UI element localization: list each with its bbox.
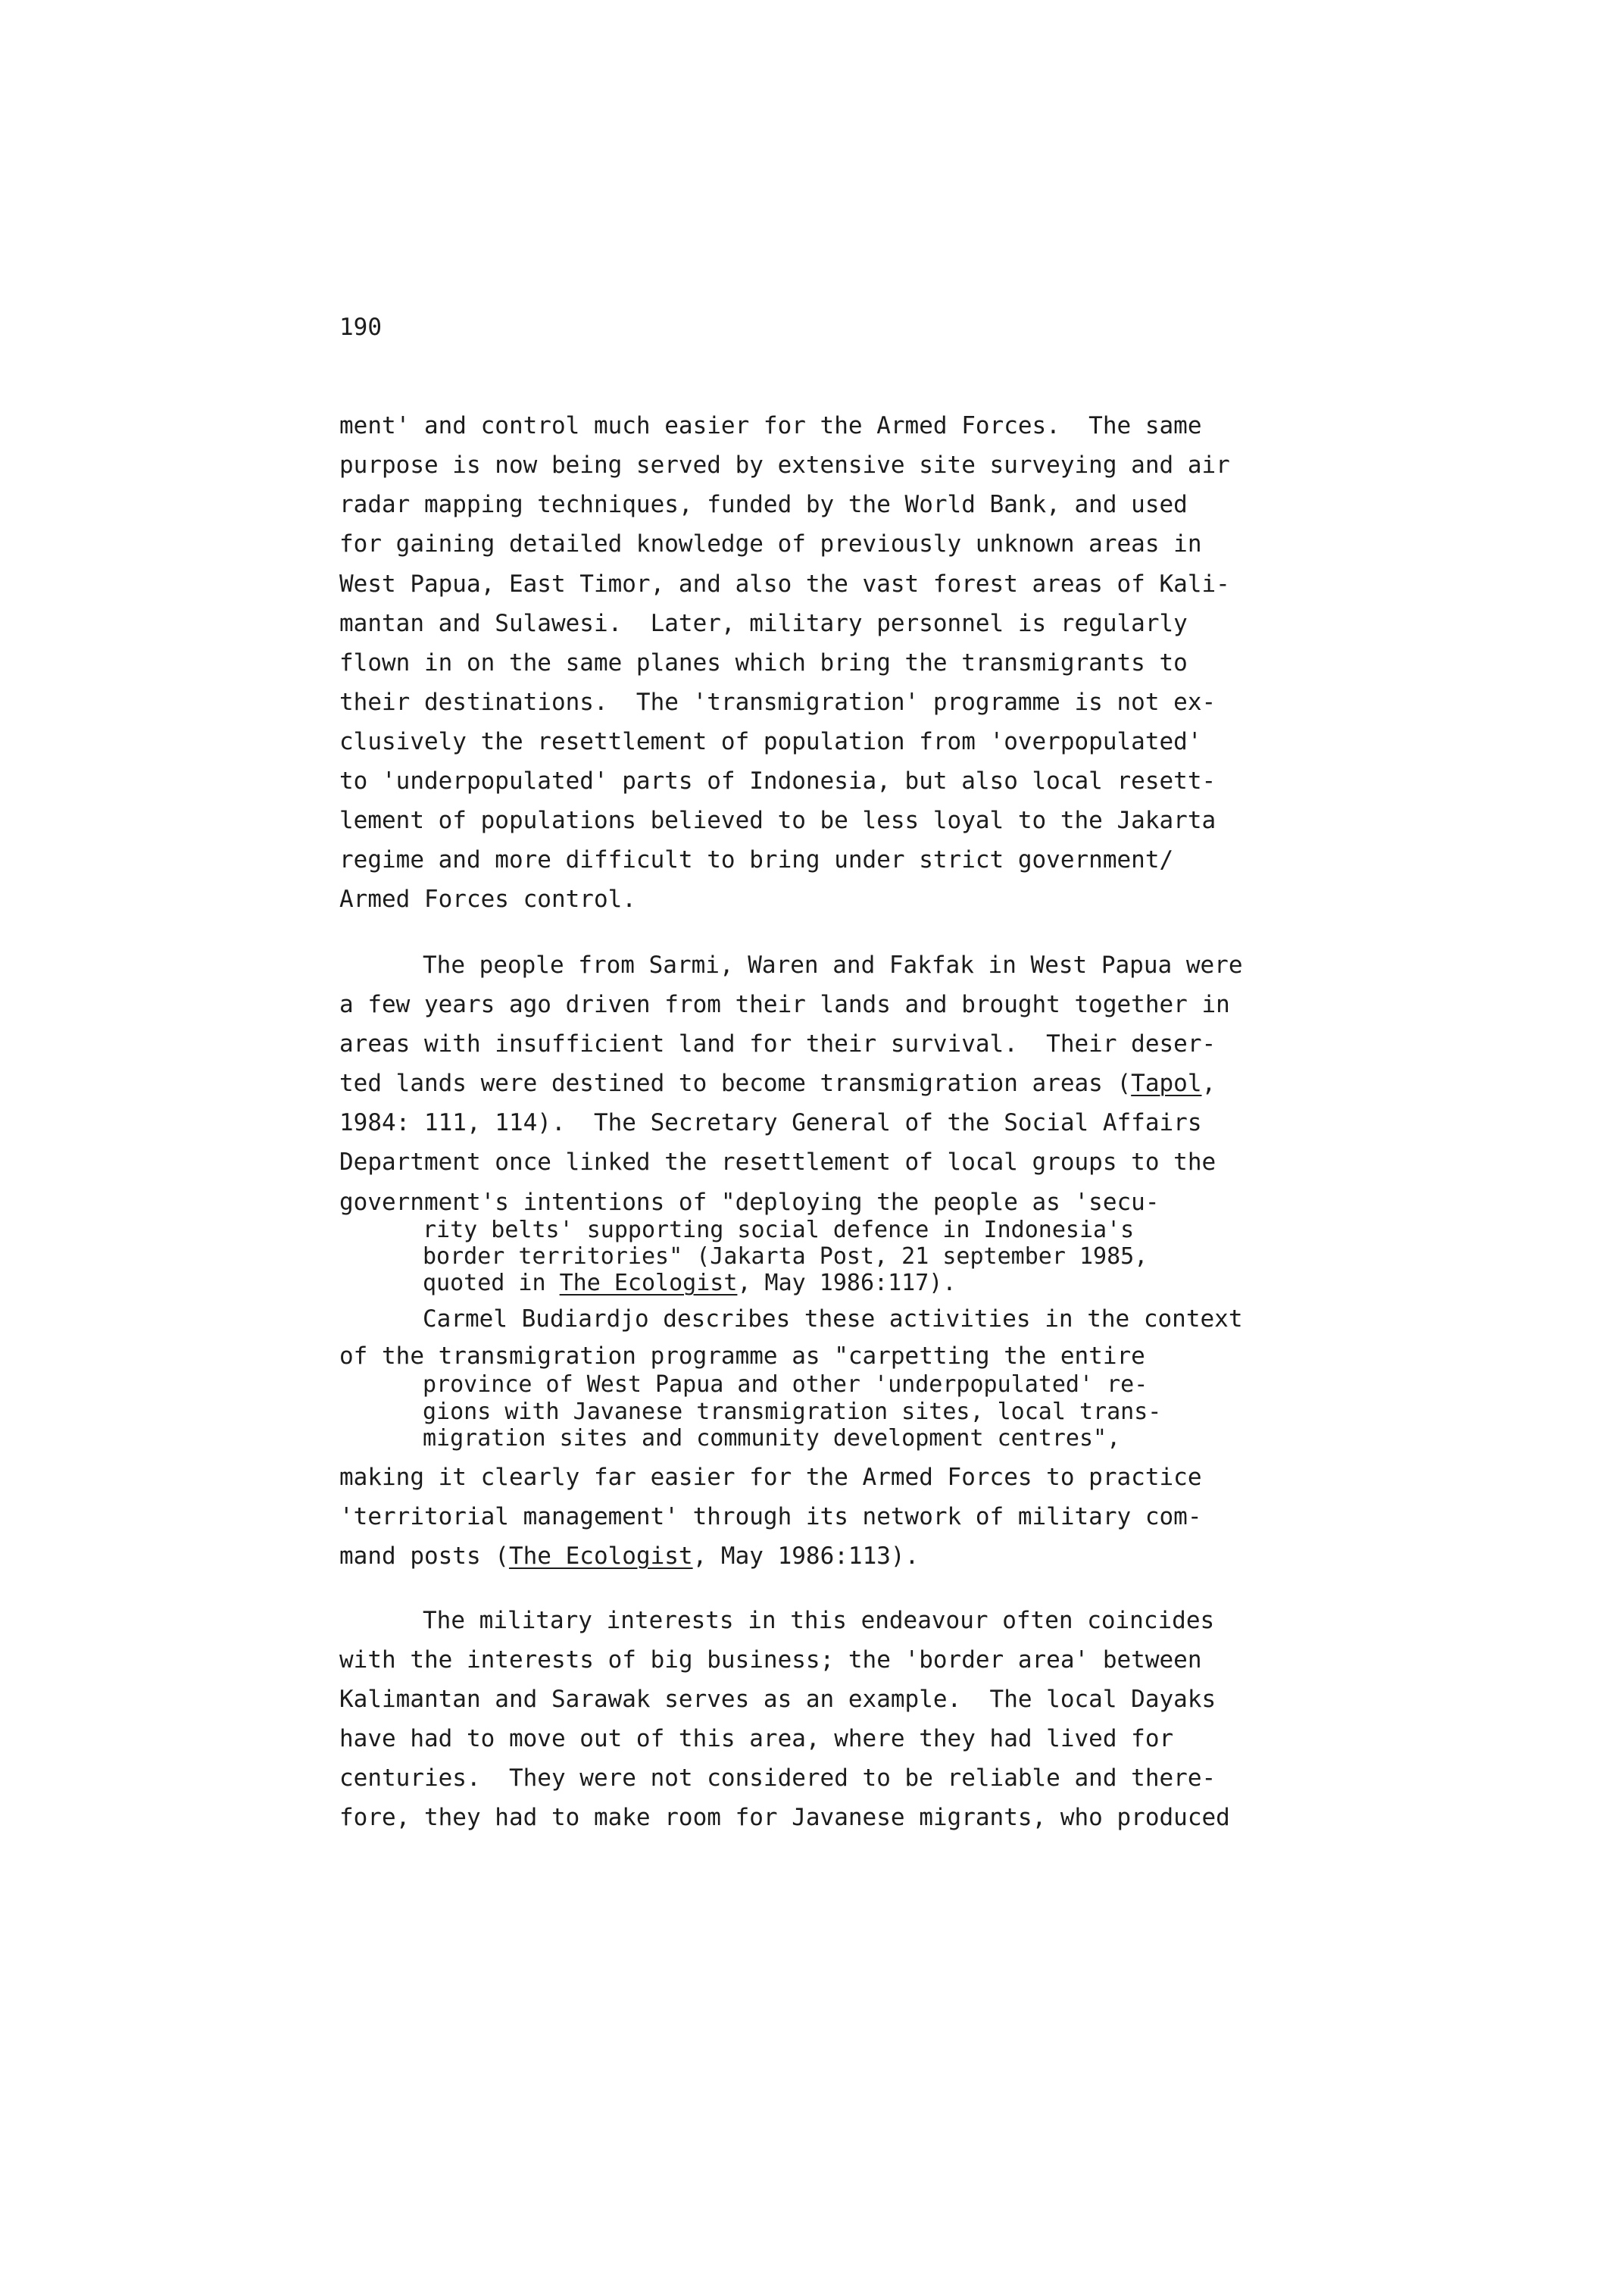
- text-line: mantan and Sulawesi. Later, military personnel is regularly: [339, 610, 1188, 637]
- text-line: Carmel Budiardjo describes these activities in the context: [423, 1305, 1243, 1333]
- text-span: , May 1986:117).: [737, 1270, 957, 1296]
- text-line: of the transmigration programme as "carpetting the entire: [339, 1342, 1145, 1370]
- text-line: ment' and control much easier for the Armed Forces. The same: [339, 412, 1202, 439]
- text-line: clusively the resettlement of population from 'overpopulated': [339, 728, 1202, 755]
- text-span: ted lands were destined to become transmigration areas (: [339, 1070, 1132, 1097]
- quote-line: province of West Papua and other 'underpopulated' re-: [423, 1371, 1148, 1398]
- text-span: , May 1986:113).: [692, 1542, 920, 1570]
- text-line: regime and more difficult to bring under strict government/: [339, 846, 1174, 874]
- quote-line: [423, 1270, 956, 1297]
- text-span: ,: [1201, 1070, 1216, 1097]
- text-line: fore, they had to make room for Javanese migrants, who produced: [339, 1804, 1230, 1831]
- text-line: a few years ago driven from their lands and brought together in: [339, 991, 1230, 1018]
- text-line: making it clearly far easier for the Armed Forces to practice: [339, 1464, 1202, 1491]
- text-line: their destinations. The 'transmigration' programme is not ex-: [339, 689, 1216, 716]
- text-line: West Papua, East Timor, and also the vast forest areas of Kali-: [339, 570, 1230, 598]
- text-line: The military interests in this endeavour often coincides: [423, 1607, 1215, 1634]
- page-number: 190: [339, 314, 382, 341]
- text-line: lement of populations believed to be less loyal to the Jakarta: [339, 807, 1216, 834]
- quote-line: rity belts' supporting social defence in Indonesia's: [423, 1217, 1135, 1243]
- text-line: to 'underpopulated' parts of Indonesia, but also local resett-: [339, 767, 1216, 795]
- text-span: mand posts (: [339, 1542, 509, 1570]
- text-line: areas with insufficient land for their survival. Their deser-: [339, 1030, 1216, 1058]
- text-line: 1984: 111, 114). The Secretary General of the Social Affairs: [339, 1109, 1202, 1136]
- text-line: government's intentions of "deploying the people as 'secu-: [339, 1189, 1160, 1216]
- quote-line: migration sites and community development centres",: [423, 1425, 1121, 1452]
- text-line: purpose is now being served by extensive site surveying and air: [339, 452, 1230, 479]
- text-span: quoted in: [423, 1270, 560, 1296]
- text-line: have had to move out of this area, where they had lived for: [339, 1725, 1174, 1752]
- text-line: for gaining detailed knowledge of previously unknown areas in: [339, 530, 1202, 558]
- text-line: [339, 1068, 1216, 1099]
- text-line: Department once linked the resettlement of local groups to the: [339, 1149, 1216, 1176]
- text-line: The people from Sarmi, Waren and Fakfak in West Papua were: [423, 952, 1243, 979]
- text-line: radar mapping techniques, funded by the World Bank, and used: [339, 491, 1188, 518]
- text-line: Kalimantan and Sarawak serves as an example. The local Dayaks: [339, 1686, 1216, 1713]
- citation-tapol: Tapol: [1131, 1070, 1202, 1097]
- text-line: Armed Forces control.: [339, 886, 636, 913]
- text-line: flown in on the same planes which bring the transmigrants to: [339, 649, 1188, 677]
- citation-the-ecologist: The Ecologist: [559, 1270, 738, 1296]
- quote-line: gions with Javanese transmigration sites, local trans-: [423, 1399, 1162, 1425]
- text-line: [339, 1541, 919, 1571]
- citation-the-ecologist: The Ecologist: [508, 1542, 693, 1570]
- text-line: 'territorial management' through its network of military com-: [339, 1503, 1202, 1530]
- text-line: centuries. They were not considered to be reliable and there-: [339, 1764, 1216, 1792]
- text-line: with the interests of big business; the 'border area' between: [339, 1646, 1202, 1674]
- quote-line: border territories" (Jakarta Post, 21 september 1985,: [423, 1243, 1148, 1270]
